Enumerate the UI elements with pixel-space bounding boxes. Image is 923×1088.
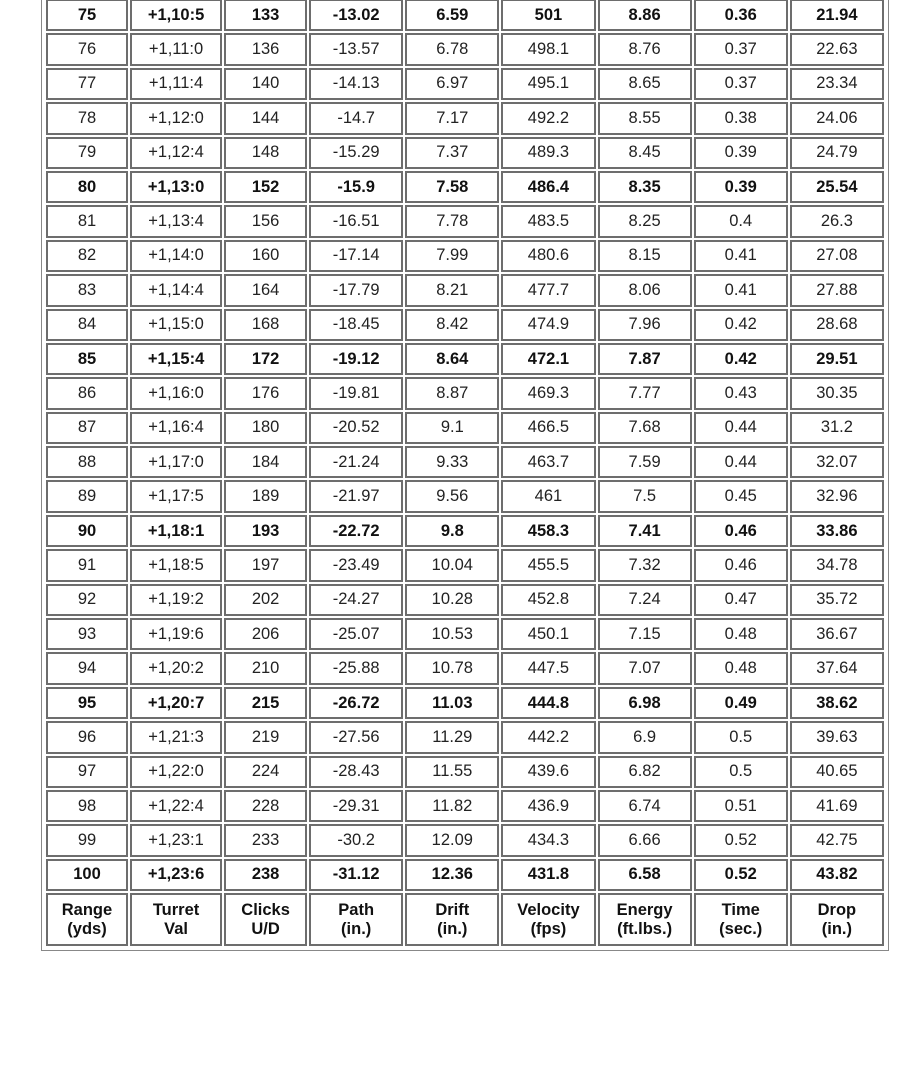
cell-range: 79 (46, 137, 128, 169)
table-row (46, 33, 884, 65)
cell-velocity: 442.2 (501, 721, 595, 753)
cell-turret-val: +1,19:6 (130, 618, 222, 650)
cell-velocity: 495.1 (501, 68, 595, 100)
cell-clicks: 228 (224, 790, 307, 822)
cell-energy: 6.9 (598, 721, 692, 753)
cell-range: 99 (46, 824, 128, 856)
cell-drop: 25.54 (790, 171, 884, 203)
table-row (46, 137, 884, 169)
cell-drift: 11.29 (405, 721, 499, 753)
cell-time: 0.41 (694, 240, 788, 272)
column-header-turret-val (130, 893, 222, 946)
cell-time: 0.52 (694, 859, 788, 891)
cell-drop: 22.63 (790, 33, 884, 65)
column-header-title: Path (338, 900, 375, 919)
cell-drop: 39.63 (790, 721, 884, 753)
cell-clicks: 144 (224, 102, 307, 134)
table-row (46, 240, 884, 272)
cell-clicks: 238 (224, 859, 307, 891)
cell-path: -28.43 (309, 756, 403, 788)
cell-range: 75 (46, 0, 128, 31)
cell-drop: 21.94 (790, 0, 884, 31)
cell-clicks: 233 (224, 824, 307, 856)
cell-velocity: 474.9 (501, 309, 595, 341)
cell-energy: 7.15 (598, 618, 692, 650)
cell-clicks: 215 (224, 687, 307, 719)
cell-velocity: 463.7 (501, 446, 595, 478)
column-header-unit: (sec.) (719, 919, 763, 938)
cell-velocity: 469.3 (501, 377, 595, 409)
cell-turret-val: +1,17:0 (130, 446, 222, 478)
cell-drop: 29.51 (790, 343, 884, 375)
cell-clicks: 180 (224, 412, 307, 444)
cell-energy: 7.5 (598, 480, 692, 512)
cell-turret-val: +1,21:3 (130, 721, 222, 753)
column-header-title: Clicks (241, 900, 290, 919)
cell-turret-val: +1,19:2 (130, 584, 222, 616)
cell-turret-val: +1,23:1 (130, 824, 222, 856)
cell-range: 94 (46, 652, 128, 684)
cell-range: 90 (46, 515, 128, 547)
cell-clicks: 152 (224, 171, 307, 203)
cell-range: 83 (46, 274, 128, 306)
table-row (46, 756, 884, 788)
cell-turret-val: +1,13:4 (130, 205, 222, 237)
cell-drift: 11.55 (405, 756, 499, 788)
cell-range: 85 (46, 343, 128, 375)
cell-drift: 10.78 (405, 652, 499, 684)
cell-drop: 34.78 (790, 549, 884, 581)
cell-drop: 32.96 (790, 480, 884, 512)
cell-time: 0.46 (694, 515, 788, 547)
cell-range: 80 (46, 171, 128, 203)
table-row (46, 377, 884, 409)
cell-clicks: 136 (224, 33, 307, 65)
cell-drop: 24.06 (790, 102, 884, 134)
column-header-unit: (ft.lbs.) (617, 919, 673, 938)
table-row (46, 0, 884, 31)
cell-time: 0.45 (694, 480, 788, 512)
cell-clicks: 197 (224, 549, 307, 581)
column-header-unit: (in.) (341, 919, 372, 938)
table-body (46, 0, 884, 946)
cell-drift: 7.58 (405, 171, 499, 203)
cell-time: 0.49 (694, 687, 788, 719)
cell-time: 0.36 (694, 0, 788, 31)
cell-energy: 7.77 (598, 377, 692, 409)
cell-energy: 6.58 (598, 859, 692, 891)
cell-time: 0.5 (694, 721, 788, 753)
cell-velocity: 489.3 (501, 137, 595, 169)
cell-clicks: 140 (224, 68, 307, 100)
cell-drop: 32.07 (790, 446, 884, 478)
cell-time: 0.43 (694, 377, 788, 409)
cell-time: 0.46 (694, 549, 788, 581)
cell-time: 0.48 (694, 652, 788, 684)
cell-velocity: 439.6 (501, 756, 595, 788)
cell-time: 0.4 (694, 205, 788, 237)
cell-energy: 7.59 (598, 446, 692, 478)
cell-path: -24.27 (309, 584, 403, 616)
column-header-velocity (501, 893, 595, 946)
cell-clicks: 160 (224, 240, 307, 272)
cell-turret-val: +1,18:1 (130, 515, 222, 547)
cell-turret-val: +1,22:4 (130, 790, 222, 822)
cell-range: 89 (46, 480, 128, 512)
cell-turret-val: +1,16:0 (130, 377, 222, 409)
cell-drift: 8.87 (405, 377, 499, 409)
cell-drop: 28.68 (790, 309, 884, 341)
cell-path: -21.24 (309, 446, 403, 478)
cell-energy: 6.74 (598, 790, 692, 822)
cell-energy: 8.86 (598, 0, 692, 31)
cell-velocity: 498.1 (501, 33, 595, 65)
cell-clicks: 133 (224, 0, 307, 31)
cell-range: 92 (46, 584, 128, 616)
cell-drift: 9.1 (405, 412, 499, 444)
cell-range: 97 (46, 756, 128, 788)
column-header-title: Energy (616, 900, 673, 919)
cell-clicks: 202 (224, 584, 307, 616)
cell-energy: 8.45 (598, 137, 692, 169)
column-header-title: Time (721, 900, 760, 919)
column-header-row (46, 893, 884, 946)
cell-clicks: 148 (224, 137, 307, 169)
cell-drift: 10.04 (405, 549, 499, 581)
column-header-drift (405, 893, 499, 946)
table-row (46, 584, 884, 616)
cell-drop: 35.72 (790, 584, 884, 616)
cell-drift: 8.42 (405, 309, 499, 341)
cell-time: 0.51 (694, 790, 788, 822)
cell-drop: 36.67 (790, 618, 884, 650)
cell-velocity: 501 (501, 0, 595, 31)
cell-time: 0.41 (694, 274, 788, 306)
cell-velocity: 455.5 (501, 549, 595, 581)
cell-drift: 7.78 (405, 205, 499, 237)
cell-time: 0.5 (694, 756, 788, 788)
table-row (46, 480, 884, 512)
cell-drop: 33.86 (790, 515, 884, 547)
cell-velocity: 434.3 (501, 824, 595, 856)
cell-turret-val: +1,12:0 (130, 102, 222, 134)
cell-range: 96 (46, 721, 128, 753)
cell-drift: 6.97 (405, 68, 499, 100)
cell-energy: 6.82 (598, 756, 692, 788)
cell-energy: 8.55 (598, 102, 692, 134)
cell-range: 100 (46, 859, 128, 891)
column-header-title: Drop (817, 900, 857, 919)
cell-turret-val: +1,23:6 (130, 859, 222, 891)
column-header-unit: (fps) (530, 919, 567, 938)
column-header-unit: Val (164, 919, 188, 938)
cell-path: -19.81 (309, 377, 403, 409)
column-header-unit: (yds) (67, 919, 107, 938)
cell-path: -22.72 (309, 515, 403, 547)
cell-drop: 31.2 (790, 412, 884, 444)
cell-energy: 7.96 (598, 309, 692, 341)
cell-drift: 10.28 (405, 584, 499, 616)
table-row (46, 515, 884, 547)
cell-drift: 6.78 (405, 33, 499, 65)
cell-time: 0.44 (694, 446, 788, 478)
column-header-title: Velocity (517, 900, 580, 919)
ballistic-table (44, 0, 886, 948)
column-header-range (46, 893, 128, 946)
cell-velocity: 444.8 (501, 687, 595, 719)
cell-time: 0.42 (694, 343, 788, 375)
cell-path: -26.72 (309, 687, 403, 719)
table-row (46, 721, 884, 753)
table-row (46, 446, 884, 478)
cell-turret-val: +1,11:4 (130, 68, 222, 100)
cell-drift: 9.56 (405, 480, 499, 512)
cell-turret-val: +1,15:0 (130, 309, 222, 341)
cell-velocity: 436.9 (501, 790, 595, 822)
cell-path: -14.13 (309, 68, 403, 100)
cell-drop: 27.08 (790, 240, 884, 272)
cell-drop: 37.64 (790, 652, 884, 684)
column-header-unit: (in.) (821, 919, 853, 938)
column-header-title: Range (61, 900, 113, 919)
cell-time: 0.39 (694, 171, 788, 203)
table-row (46, 549, 884, 581)
cell-velocity: 486.4 (501, 171, 595, 203)
cell-turret-val: +1,11:0 (130, 33, 222, 65)
cell-turret-val: +1,14:4 (130, 274, 222, 306)
table-row (46, 68, 884, 100)
cell-path: -27.56 (309, 721, 403, 753)
cell-energy: 7.32 (598, 549, 692, 581)
cell-range: 84 (46, 309, 128, 341)
cell-path: -25.88 (309, 652, 403, 684)
cell-path: -31.12 (309, 859, 403, 891)
column-header-energy (598, 893, 692, 946)
column-header-unit: U/D (251, 919, 280, 938)
cell-velocity: 483.5 (501, 205, 595, 237)
cell-time: 0.37 (694, 68, 788, 100)
cell-turret-val: +1,20:2 (130, 652, 222, 684)
cell-drop: 24.79 (790, 137, 884, 169)
cell-energy: 6.98 (598, 687, 692, 719)
cell-range: 87 (46, 412, 128, 444)
column-header-clicks (224, 893, 307, 946)
cell-path: -30.2 (309, 824, 403, 856)
table-row (46, 102, 884, 134)
cell-energy: 8.06 (598, 274, 692, 306)
cell-path: -16.51 (309, 205, 403, 237)
cell-drift: 7.99 (405, 240, 499, 272)
cell-clicks: 184 (224, 446, 307, 478)
cell-clicks: 219 (224, 721, 307, 753)
cell-drift: 7.37 (405, 137, 499, 169)
cell-time: 0.38 (694, 102, 788, 134)
cell-path: -13.02 (309, 0, 403, 31)
cell-energy: 6.66 (598, 824, 692, 856)
cell-drop: 43.82 (790, 859, 884, 891)
column-header-title: Turret (152, 900, 200, 919)
cell-range: 93 (46, 618, 128, 650)
cell-turret-val: +1,12:4 (130, 137, 222, 169)
cell-turret-val: +1,16:4 (130, 412, 222, 444)
cell-drift: 9.33 (405, 446, 499, 478)
cell-clicks: 156 (224, 205, 307, 237)
cell-drift: 12.09 (405, 824, 499, 856)
cell-velocity: 458.3 (501, 515, 595, 547)
table-row (46, 824, 884, 856)
table-row (46, 790, 884, 822)
cell-range: 98 (46, 790, 128, 822)
column-header-time (694, 893, 788, 946)
cell-range: 76 (46, 33, 128, 65)
cell-velocity: 447.5 (501, 652, 595, 684)
table-row (46, 171, 884, 203)
table-row (46, 859, 884, 891)
cell-turret-val: +1,18:5 (130, 549, 222, 581)
cell-velocity: 466.5 (501, 412, 595, 444)
cell-velocity: 477.7 (501, 274, 595, 306)
cell-turret-val: +1,13:0 (130, 171, 222, 203)
cell-drift: 11.03 (405, 687, 499, 719)
cell-clicks: 176 (224, 377, 307, 409)
cell-energy: 7.87 (598, 343, 692, 375)
cell-energy: 7.07 (598, 652, 692, 684)
cell-path: -15.9 (309, 171, 403, 203)
table-row (46, 687, 884, 719)
table-row (46, 274, 884, 306)
cell-drop: 30.35 (790, 377, 884, 409)
cell-velocity: 472.1 (501, 343, 595, 375)
cell-path: -17.14 (309, 240, 403, 272)
cell-path: -23.49 (309, 549, 403, 581)
cell-drop: 23.34 (790, 68, 884, 100)
cell-drift: 12.36 (405, 859, 499, 891)
cell-energy: 7.41 (598, 515, 692, 547)
cell-range: 95 (46, 687, 128, 719)
cell-turret-val: +1,14:0 (130, 240, 222, 272)
cell-path: -17.79 (309, 274, 403, 306)
cell-range: 88 (46, 446, 128, 478)
table-row (46, 412, 884, 444)
cell-time: 0.37 (694, 33, 788, 65)
cell-clicks: 168 (224, 309, 307, 341)
cell-path: -20.52 (309, 412, 403, 444)
cell-drop: 41.69 (790, 790, 884, 822)
cell-energy: 7.24 (598, 584, 692, 616)
cell-path: -25.07 (309, 618, 403, 650)
cell-time: 0.44 (694, 412, 788, 444)
cell-range: 82 (46, 240, 128, 272)
table-row (46, 309, 884, 341)
cell-time: 0.39 (694, 137, 788, 169)
table-row (46, 618, 884, 650)
cell-range: 77 (46, 68, 128, 100)
cell-clicks: 189 (224, 480, 307, 512)
cell-energy: 8.25 (598, 205, 692, 237)
table-row (46, 652, 884, 684)
cell-path: -14.7 (309, 102, 403, 134)
cell-velocity: 492.2 (501, 102, 595, 134)
cell-clicks: 193 (224, 515, 307, 547)
cell-path: -18.45 (309, 309, 403, 341)
cell-velocity: 450.1 (501, 618, 595, 650)
table-row (46, 343, 884, 375)
cell-time: 0.47 (694, 584, 788, 616)
cell-path: -21.97 (309, 480, 403, 512)
cell-turret-val: +1,22:0 (130, 756, 222, 788)
cell-drop: 26.3 (790, 205, 884, 237)
cell-clicks: 224 (224, 756, 307, 788)
cell-turret-val: +1,15:4 (130, 343, 222, 375)
cell-path: -19.12 (309, 343, 403, 375)
cell-drop: 27.88 (790, 274, 884, 306)
cell-clicks: 210 (224, 652, 307, 684)
column-header-path (309, 893, 403, 946)
ballistic-table-frame (41, 0, 889, 951)
cell-turret-val: +1,10:5 (130, 0, 222, 31)
cell-drift: 7.17 (405, 102, 499, 134)
cell-energy: 8.15 (598, 240, 692, 272)
cell-clicks: 172 (224, 343, 307, 375)
cell-range: 91 (46, 549, 128, 581)
cell-energy: 8.65 (598, 68, 692, 100)
cell-velocity: 480.6 (501, 240, 595, 272)
column-header-unit: (in.) (437, 919, 468, 938)
cell-velocity: 461 (501, 480, 595, 512)
cell-time: 0.48 (694, 618, 788, 650)
cell-energy: 7.68 (598, 412, 692, 444)
cell-time: 0.52 (694, 824, 788, 856)
cell-velocity: 452.8 (501, 584, 595, 616)
cell-drop: 40.65 (790, 756, 884, 788)
cell-path: -29.31 (309, 790, 403, 822)
cell-range: 78 (46, 102, 128, 134)
cell-drift: 11.82 (405, 790, 499, 822)
column-header-drop (790, 893, 884, 946)
cell-time: 0.42 (694, 309, 788, 341)
cell-range: 81 (46, 205, 128, 237)
cell-drift: 8.21 (405, 274, 499, 306)
cell-clicks: 206 (224, 618, 307, 650)
cell-energy: 8.76 (598, 33, 692, 65)
cell-drift: 9.8 (405, 515, 499, 547)
cell-drift: 10.53 (405, 618, 499, 650)
cell-range: 86 (46, 377, 128, 409)
cell-drift: 8.64 (405, 343, 499, 375)
cell-energy: 8.35 (598, 171, 692, 203)
cell-clicks: 164 (224, 274, 307, 306)
cell-drift: 6.59 (405, 0, 499, 31)
cell-velocity: 431.8 (501, 859, 595, 891)
cell-path: -13.57 (309, 33, 403, 65)
table-row (46, 205, 884, 237)
cell-path: -15.29 (309, 137, 403, 169)
cell-drop: 38.62 (790, 687, 884, 719)
cell-drop: 42.75 (790, 824, 884, 856)
cell-turret-val: +1,20:7 (130, 687, 222, 719)
column-header-title: Drift (435, 900, 470, 919)
cell-turret-val: +1,17:5 (130, 480, 222, 512)
